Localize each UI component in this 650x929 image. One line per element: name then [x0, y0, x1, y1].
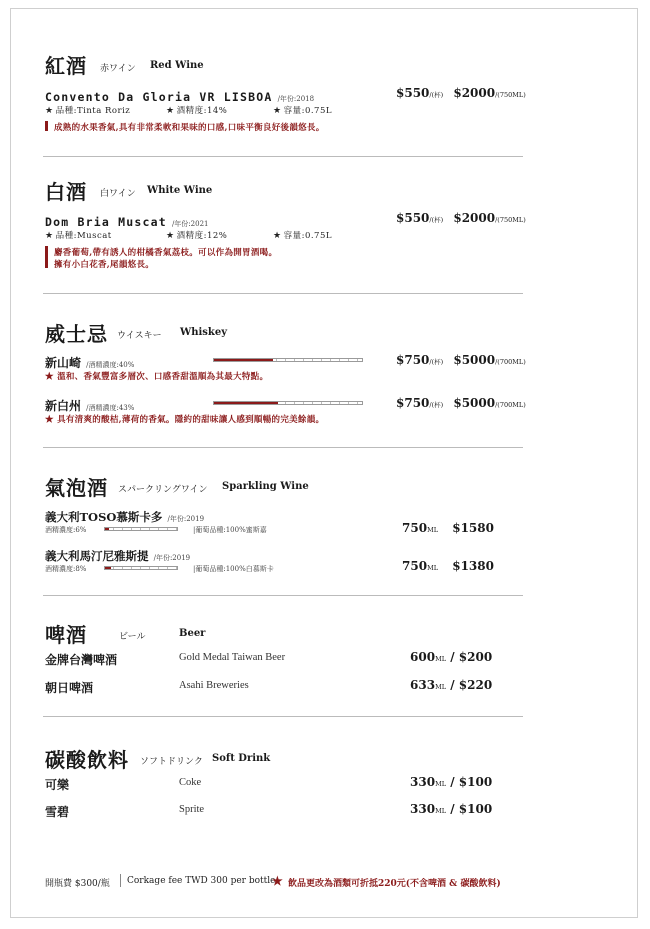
- white-wine-note-2: 擁有小白花香,尾韻悠長。: [54, 260, 155, 270]
- soft-drink-price: 330ML / $100: [410, 802, 493, 816]
- whisky-item: [45, 352, 134, 371]
- divider: [43, 447, 523, 448]
- star-icon: ★: [45, 372, 58, 382]
- section-title-red-wine-ja: 赤ワイン: [100, 64, 136, 74]
- note-marker: [45, 246, 48, 268]
- section-title-beer-ja: ビール: [119, 632, 146, 642]
- white-wine-meta-abv: ★ 酒精度:12%: [166, 231, 228, 241]
- sparkling-price: 750ML $1380: [402, 559, 494, 573]
- section-title-whisky: 威士忌: [45, 322, 108, 346]
- red-wine-meta-volume: ★ 容量:0.75L: [273, 106, 333, 116]
- white-wine-name: Dom Bria Muscat: [45, 215, 167, 229]
- section-title-sparkling-ja: スパークリングワイン: [118, 485, 208, 495]
- red-wine-meta-grape: ★ 品種:Tinta Roriz: [45, 106, 131, 116]
- whisky-name: 新山崎: [45, 356, 82, 370]
- whisky-name: 新白州: [45, 399, 82, 413]
- section-title-red-wine: 紅酒: [45, 54, 87, 78]
- white-wine-meta-volume: ★ 容量:0.75L: [273, 231, 333, 241]
- star-icon: ★: [272, 874, 283, 888]
- sparkling-grape: |葡萄品種:100%蜜斯嘉: [193, 526, 267, 534]
- beer-name: 朝日啤酒: [45, 681, 94, 695]
- section-title-soft-drink-ja: ソフトドリンク: [140, 757, 203, 767]
- section-title-beer: 啤酒: [45, 623, 87, 647]
- section-title-white-wine-en: White Wine: [147, 185, 213, 196]
- whisky-note: ★ 具有清爽的酸桔,薄荷的香氣。隱約的甜味讓人感到順暢的完美餘韻。: [45, 415, 325, 425]
- section-title-whisky-ja: ウイスキー: [117, 331, 162, 341]
- divider: [43, 716, 523, 717]
- sparkling-name: 義大利馬汀尼雅斯提: [45, 549, 149, 563]
- soft-drink-price: 330ML / $100: [410, 775, 493, 789]
- whisky-note: ★ 溫和、香氣豐富多層次、口感香甜溫順為其最大特點。: [45, 372, 269, 382]
- white-wine-price: $550/(杯) $2000/(750ML): [396, 211, 526, 225]
- white-wine-year: /年份:2021: [171, 220, 209, 228]
- sparkling-item: [45, 506, 204, 525]
- star-icon: ★: [166, 231, 175, 241]
- abv-bar-fill: [105, 567, 111, 569]
- beer-name: 金牌台灣啤酒: [45, 653, 118, 667]
- white-wine-note-1: 麝香葡萄,帶有誘人的柑橘香氣荔枝。可以作為開胃酒喝。: [54, 248, 278, 258]
- section-title-white-wine: 白酒: [45, 180, 87, 204]
- star-icon: ★: [45, 415, 58, 425]
- abv-bar: [104, 527, 178, 531]
- star-icon: ★: [273, 106, 282, 116]
- red-wine-price: $550/(杯) $2000/(750ML): [396, 86, 526, 100]
- red-wine-item: [45, 86, 314, 105]
- star-icon: ★: [45, 231, 54, 241]
- section-title-red-wine-en: Red Wine: [150, 60, 204, 71]
- section-title-soft-drink-en: Soft Drink: [212, 753, 271, 764]
- beer-name-en: Asahi Breweries: [179, 680, 249, 691]
- menu-frame: [10, 8, 638, 918]
- soft-drink-name: 雪碧: [45, 805, 70, 819]
- star-icon: ★: [166, 106, 175, 116]
- sparkling-year: /年份:2019: [167, 515, 205, 523]
- abv-bar: [104, 566, 178, 570]
- footer-separator: [120, 874, 121, 887]
- red-wine-note: 成熟的水果香氣,具有非常柔軟和果味的口感,口味平衡良好後韻悠長。: [54, 123, 325, 133]
- red-wine-name: Convento Da Gloria VR LISBOA: [45, 90, 273, 104]
- whisky-price: $750/(杯) $5000/(700ML): [396, 396, 526, 410]
- soft-drink-name-en: Sprite: [179, 804, 205, 815]
- sparkling-abv: 酒精濃度:8%: [45, 565, 87, 573]
- abv-bar-fill: [105, 528, 109, 530]
- abv-bar: [213, 358, 363, 362]
- star-icon: ★: [45, 106, 54, 116]
- section-title-soft-drink: 碳酸飲料: [45, 748, 129, 772]
- red-wine-meta-abv: ★ 酒精度:14%: [166, 106, 228, 116]
- star-icon: ★: [273, 231, 282, 241]
- section-title-whisky-en: Whiskey: [180, 327, 228, 338]
- sparkling-item: [45, 545, 190, 564]
- footer-note: 飲品更改為酒類可折抵220元(不含啤酒 & 碳酸飲料): [288, 879, 501, 889]
- whisky-item: [45, 395, 134, 414]
- sparkling-abv: 酒精濃度:6%: [45, 526, 87, 534]
- beer-price: 600ML / $200: [410, 650, 493, 664]
- corkage-fee-zh: 開瓶費 $300/瓶: [45, 879, 110, 889]
- note-marker: [45, 121, 48, 131]
- corkage-fee-en: Corkage fee TWD 300 per bottle: [127, 876, 276, 886]
- divider: [43, 293, 523, 294]
- whisky-abv: /酒精濃度:43%: [86, 404, 135, 412]
- white-wine-item: [45, 211, 208, 230]
- sparkling-name: 義大利TOSO慕斯卡多: [45, 510, 163, 524]
- sparkling-grape: |葡萄品種:100%白慕斯卡: [193, 565, 274, 573]
- abv-bar-fill: [214, 402, 278, 404]
- divider: [43, 595, 523, 596]
- whisky-price: $750/(杯) $5000/(700ML): [396, 353, 526, 367]
- sparkling-year: /年份:2019: [153, 554, 191, 562]
- soft-drink-name: 可樂: [45, 778, 70, 792]
- abv-bar-fill: [214, 359, 273, 361]
- soft-drink-name-en: Coke: [179, 777, 202, 788]
- section-title-sparkling: 氣泡酒: [45, 476, 108, 500]
- abv-bar: [213, 401, 363, 405]
- whisky-abv: /酒精濃度:40%: [86, 361, 135, 369]
- section-title-beer-en: Beer: [179, 628, 206, 639]
- section-title-sparkling-en: Sparkling Wine: [222, 481, 309, 492]
- red-wine-year: /年份:2018: [277, 95, 315, 103]
- beer-price: 633ML / $220: [410, 678, 493, 692]
- section-title-white-wine-ja: 白ワイン: [100, 189, 136, 199]
- sparkling-price: 750ML $1580: [402, 521, 494, 535]
- divider: [43, 156, 523, 157]
- white-wine-meta-grape: ★ 品種:Muscat: [45, 231, 112, 241]
- beer-name-en: Gold Medal Taiwan Beer: [179, 652, 286, 663]
